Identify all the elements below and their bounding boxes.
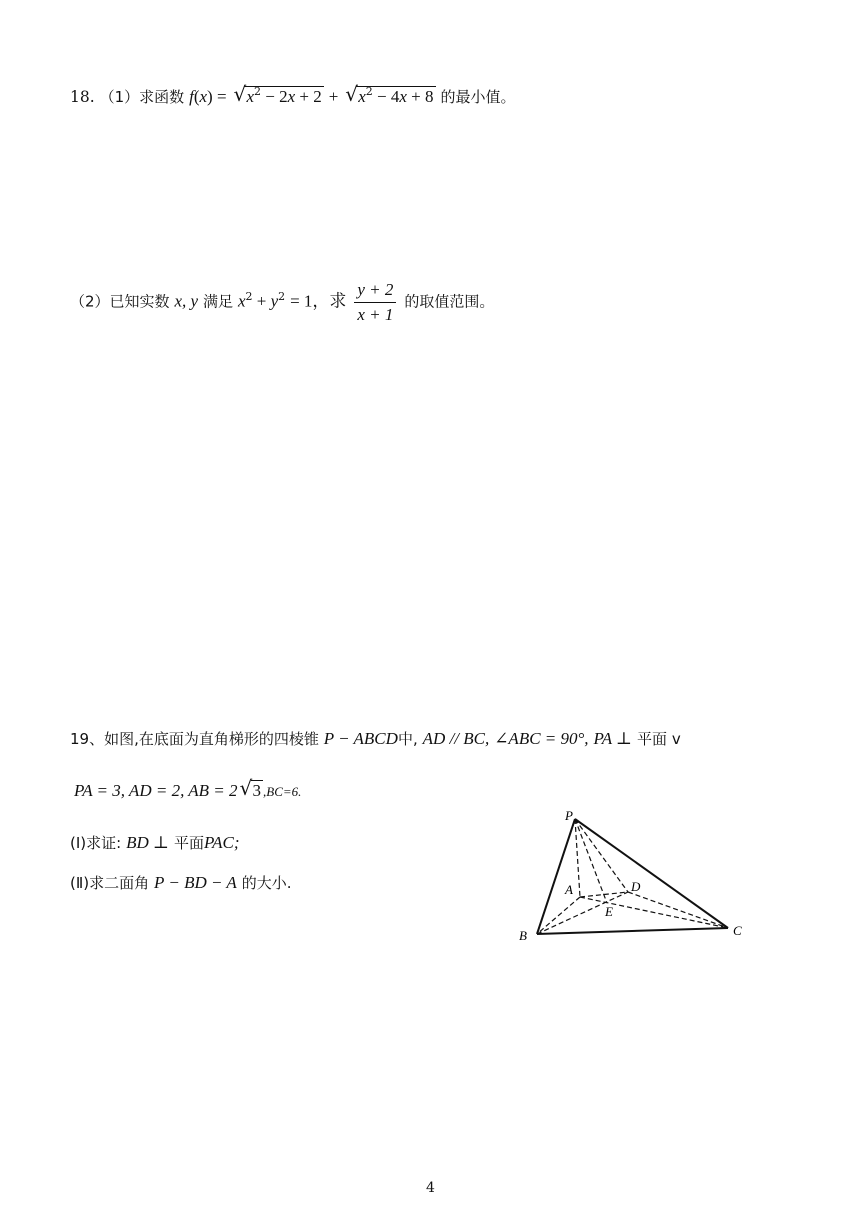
q19-mid1: 中, — [397, 730, 418, 748]
q19-part2-end: 的大小. — [241, 874, 292, 892]
q19-part1-plane: 平面 — [173, 834, 204, 852]
q19-line2 — [74, 776, 302, 801]
sqrt-term-1: √ $x^2 - 2x + 2$ — [233, 82, 322, 106]
edge-PD — [575, 819, 628, 892]
q18-part1: 18. （1）求函数 f(x) = √ $x^2 - 2x + 2$ + √ $x^2 - 4x + 8$ 的最小值。 — [70, 82, 516, 106]
q18-part2-eq: = 1，求 — [290, 291, 347, 311]
q19-part1-math: BD ⊥ — [126, 833, 170, 852]
q19-part2-math: P − BD − A — [154, 873, 237, 892]
q19-part2-label: (Ⅱ)求二面角 — [70, 874, 150, 892]
q19-part1-label: (Ⅰ)求证: — [70, 834, 122, 852]
q18-part1-prefix: （1）求函数 — [99, 88, 185, 106]
q19-conditions: PA = 3, AD = 2, AB = 2 — [74, 781, 238, 800]
q18-part2-vars: x, y — [174, 291, 199, 311]
label-B: B — [519, 928, 527, 943]
q19-line1 — [70, 728, 681, 749]
q19-plane: 平面 — [636, 730, 667, 748]
q19-angle: ∠ABC = 90°, — [494, 729, 589, 748]
q19-bc: ,BC=6. — [263, 784, 302, 799]
label-E: E — [605, 904, 613, 919]
q18-part1-suffix: 的最小值。 — [440, 88, 516, 106]
fraction — [354, 280, 396, 325]
label-A: A — [565, 882, 573, 897]
q18-number: 18. — [70, 88, 95, 106]
pyramid-figure — [515, 805, 755, 945]
q18-part2-suffix: 的取值范围。 — [404, 292, 495, 311]
q18-part2-prefix: （2）已知实数 — [70, 292, 170, 311]
q19-perp: PA ⊥ — [593, 729, 633, 748]
q18-part2-mid: 满足 — [203, 292, 234, 311]
q18-part2: （2）已知实数 x, y 满足 $x^2 + y^2 = 1$，求 $\frac{y + 2}{x + 1}$ 的取值范围。 — [70, 280, 495, 324]
edge-BD — [537, 892, 628, 934]
formula-fx: f — [189, 87, 194, 106]
label-C: C — [733, 923, 742, 938]
edge-BC — [537, 928, 728, 934]
q19-intro: 19、如图,在底面为直角梯形的四棱锥 — [70, 730, 319, 748]
q19-part2 — [70, 872, 292, 893]
label-D: D — [631, 879, 641, 894]
q19-parallel: AD // BC, — [422, 729, 490, 748]
q19-part1 — [70, 832, 240, 853]
fraction-numerator: y + 2 — [354, 280, 396, 303]
sqrt-3: √ 3 — [239, 776, 262, 800]
edge-PB — [537, 819, 575, 934]
fraction-denominator: x + 1 — [357, 305, 394, 324]
page-number: 4 — [426, 1180, 435, 1196]
q19-pyramid: P − ABCD — [323, 729, 398, 748]
label-P: P — [565, 808, 573, 823]
q19-part1-end: PAC; — [203, 833, 240, 852]
sqrt-term-2: √ $x^2 - 4x + 8$ — [345, 82, 434, 106]
q19-trailing: v — [671, 730, 681, 748]
